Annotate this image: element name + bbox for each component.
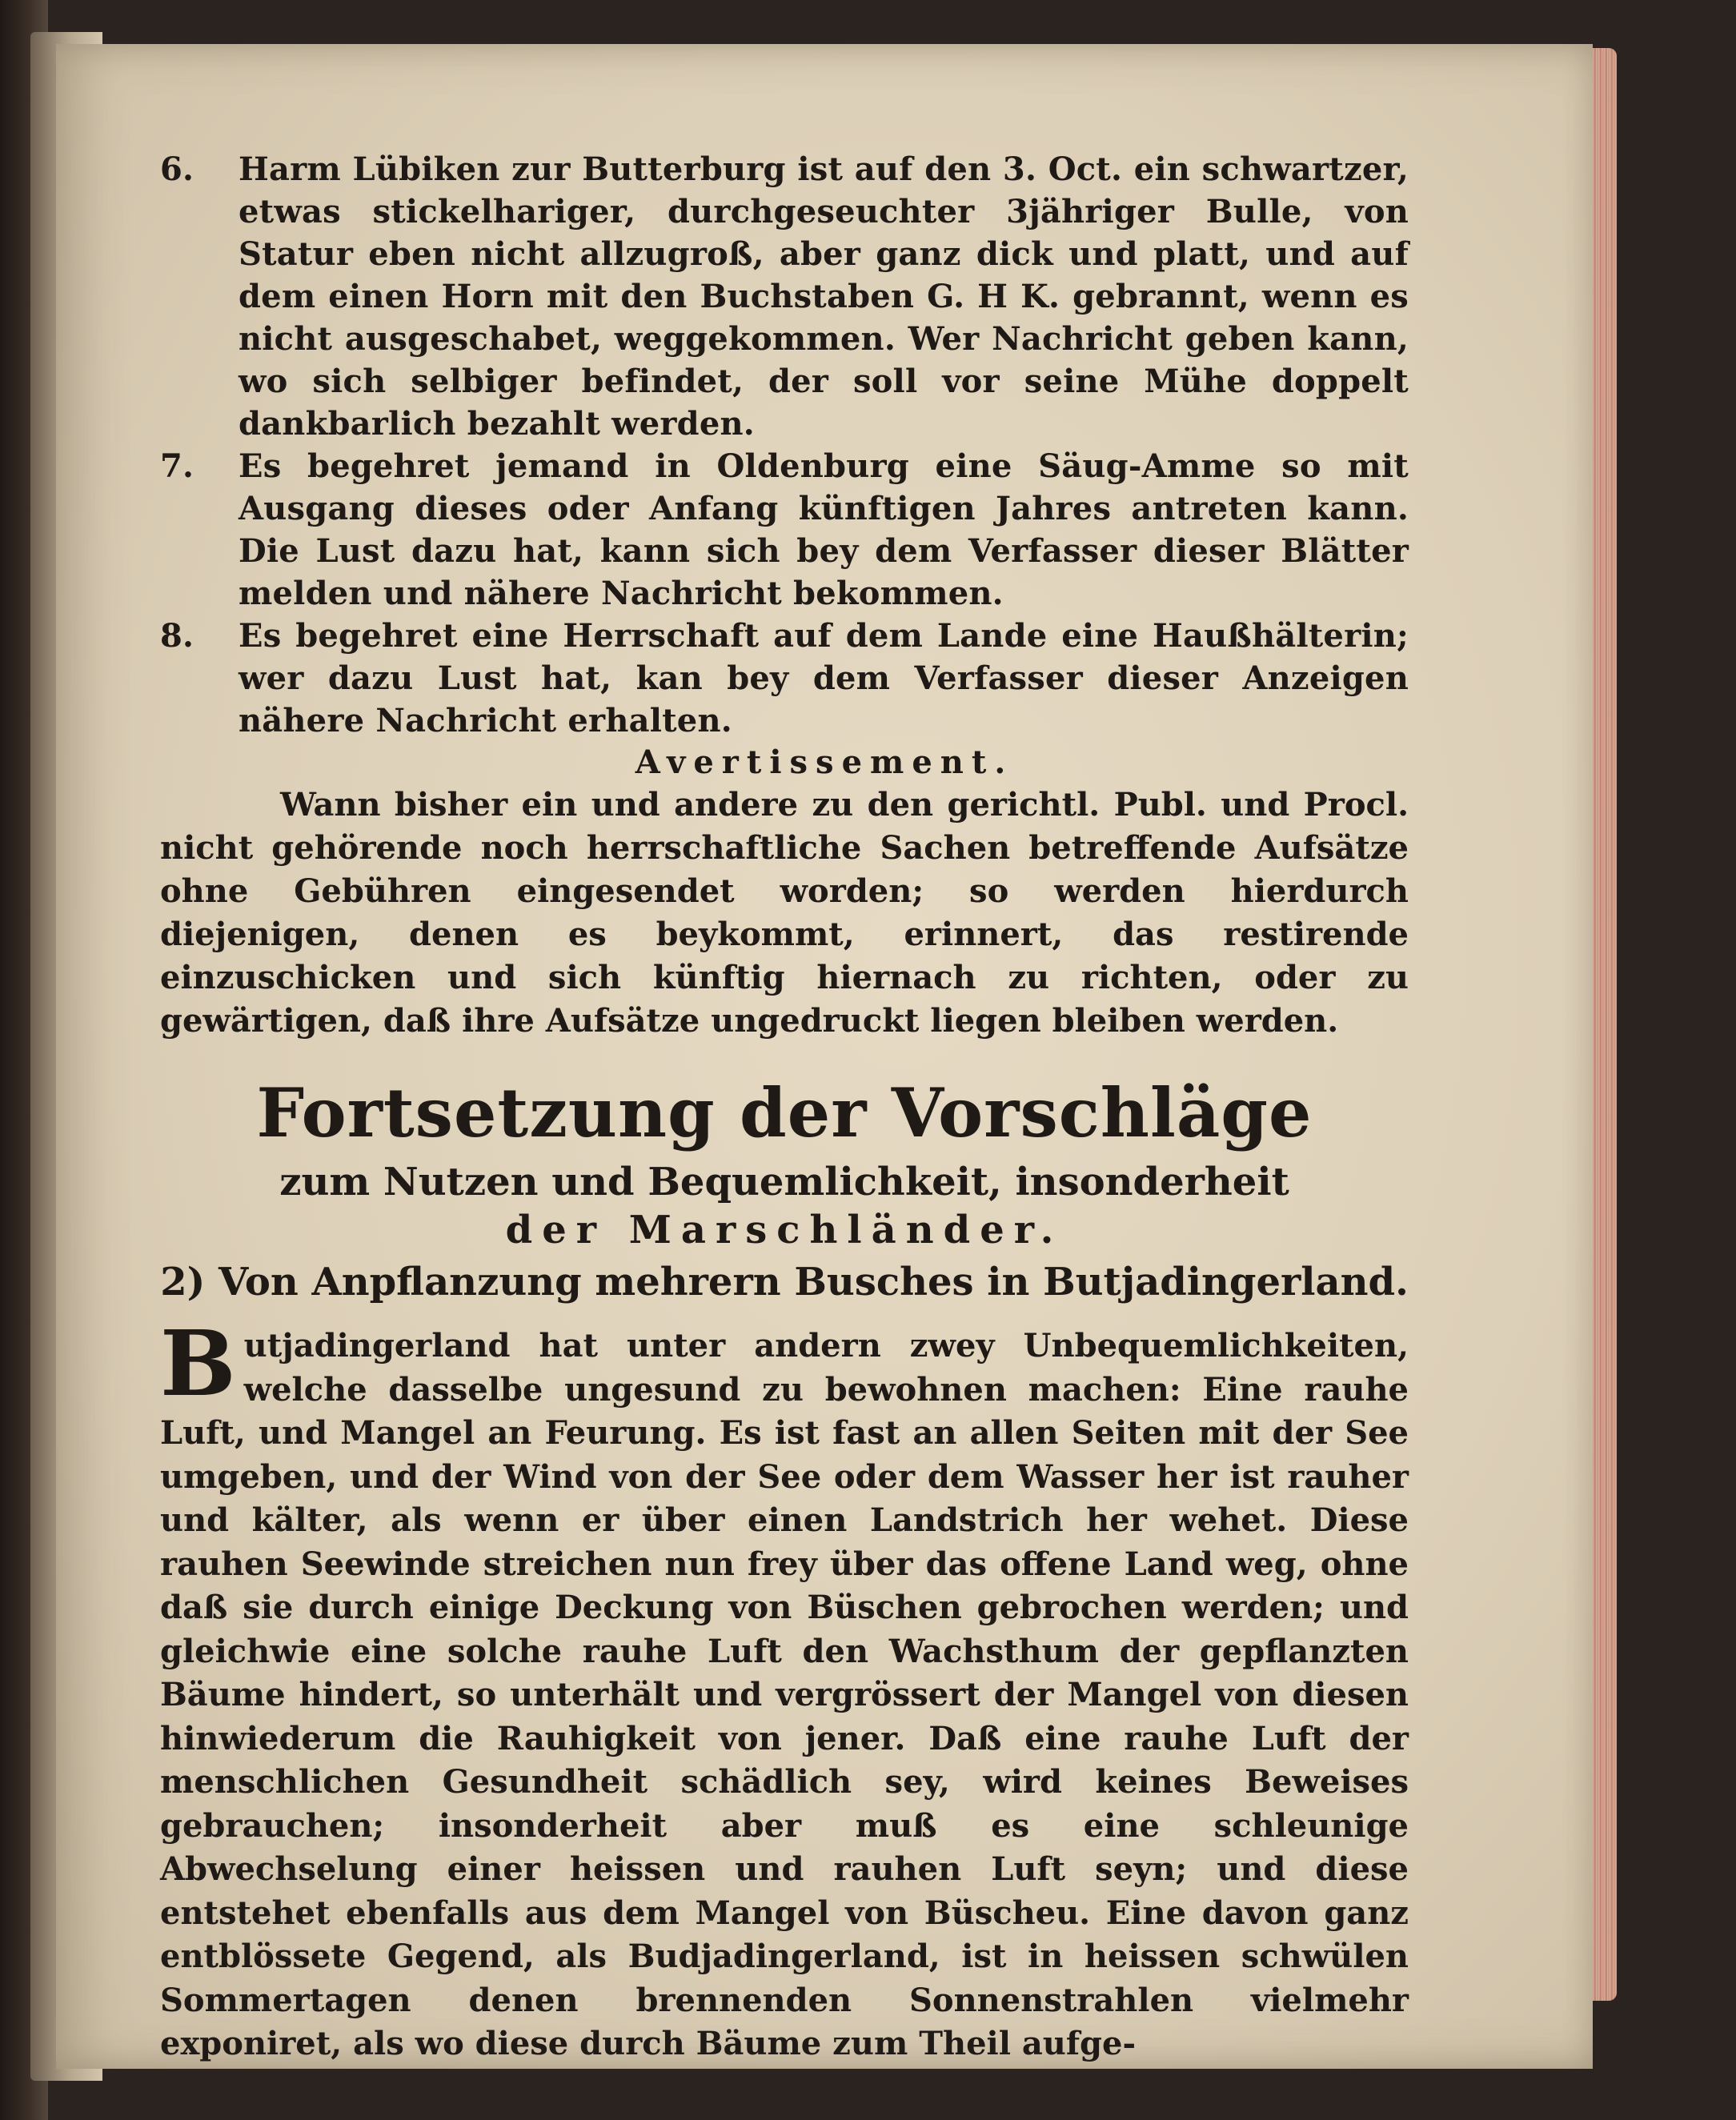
- article-section-heading: 2) Von Anpflanzung mehrern Busches in Butjadingerland.: [160, 1260, 1409, 1304]
- entry-text: Harm Lübiken zur Butterburg ist auf den 3. Oct. ein schwartzer, etwas stickelhariger, durchgeseuchter 3jähriger Bulle, von Statur eben nicht allzugroß, aber ganz dick und platt, und auf dem einen Horn mit den Buchstaben G. H K. gebrannt, wenn es nicht ausgeschabet, weggekommen. Wer Nachricht geben kann, wo sich selbiger befindet, der soll vor seine Mühe doppelt dankbarlich bezahlt werden.: [239, 150, 1409, 443]
- article-heading-main: Fortsetzung der Vorschläge: [256, 1073, 1313, 1152]
- avertissement-body: Wann bisher ein und andere zu den gerichtl. Publ. und Procl. nicht gehörende noch herrschaftliche Sachen betreffende Aufsätze ohne Gebühren eingesendet worden; so werden hierdurch diejenigen, denen es beykommt, erinnert, das restirende einzuschicken und sich künftig hiernach zu richten, oder zu gewärtigen, daß ihre Aufsätze ungedruckt liegen bleiben werden.: [160, 786, 1409, 1040]
- entry-number: 8.: [160, 617, 194, 655]
- entry-number: 6.: [160, 150, 194, 188]
- entry-number: 7.: [160, 447, 194, 485]
- avertissement-title: Avertissement.: [635, 743, 1014, 781]
- page-sheet: [56, 44, 1593, 2069]
- article-body: [160, 1312, 1409, 2066]
- drop-cap-letter: B: [160, 1312, 236, 1417]
- article-heading-sub: zum Nutzen und Bequemlichkeit, insonderheit: [279, 1160, 1289, 1204]
- article-body-text: utjadingerland hat unter andern zwey Unbequemlichkeiten, welche dasselbe ungesund zu bewohnen machen: Eine rauhe Luft, und Mangel an Feurung. Es ist fast an allen Seiten mit der See umgeben, und der Wind von der See oder dem Wasser her ist rauher und kälter, als wenn er über einen Landstrich her wehet. Diese rauhen Seewinde streichen nun frey über das offene Land weg, ohne daß sie durch einige Deckung von Büschen gebrochen werden; und gleichwie eine solche rauhe Luft den Wachsthum der gepflanzten Bäume hindert, so unterhält und vergrössert der Mangel von diesen hinwiederum die Rauhigkeit von jener. Daß eine rauhe Luft der menschlichen Gesundheit schädlich sey, wird keines Beweises gebrauchen; insonderheit aber muß es eine schleunige Abwechselung einer heissen und rauhen Luft seyn; und diese entstehet ebenfalls aus dem Mangel von Büscheu. Eine davon ganz entblössete Gegend, als Budjadingerland, ist in heissen schwülen Sommertagen denen brennenden Sonnenstrahlen vielmehr exponiret, als wo diese durch Bäume zum Theil aufge-: [160, 1327, 1409, 2062]
- article-heading-region: der Marschländer.: [505, 1208, 1064, 1252]
- entry-text: Es begehret eine Herrschaft auf dem Lande eine Haußhälterin; wer dazu Lust hat, kan bey dem Verfasser dieser Anzeigen nähere Nachricht erhalten.: [239, 617, 1409, 739]
- notice-entry-7: [160, 445, 1409, 615]
- notice-entry-6: [160, 148, 1409, 445]
- entry-text: Es begehret jemand in Oldenburg eine Säug-Amme so mit Ausgang dieses oder Anfang künftigen Jahres antreten kann. Die Lust dazu hat, kann sich bey dem Verfasser dieser Blätter melden und nähere Nachricht bekommen.: [239, 447, 1409, 612]
- notice-entry-8: [160, 615, 1409, 742]
- page-text-block: [160, 148, 1409, 2066]
